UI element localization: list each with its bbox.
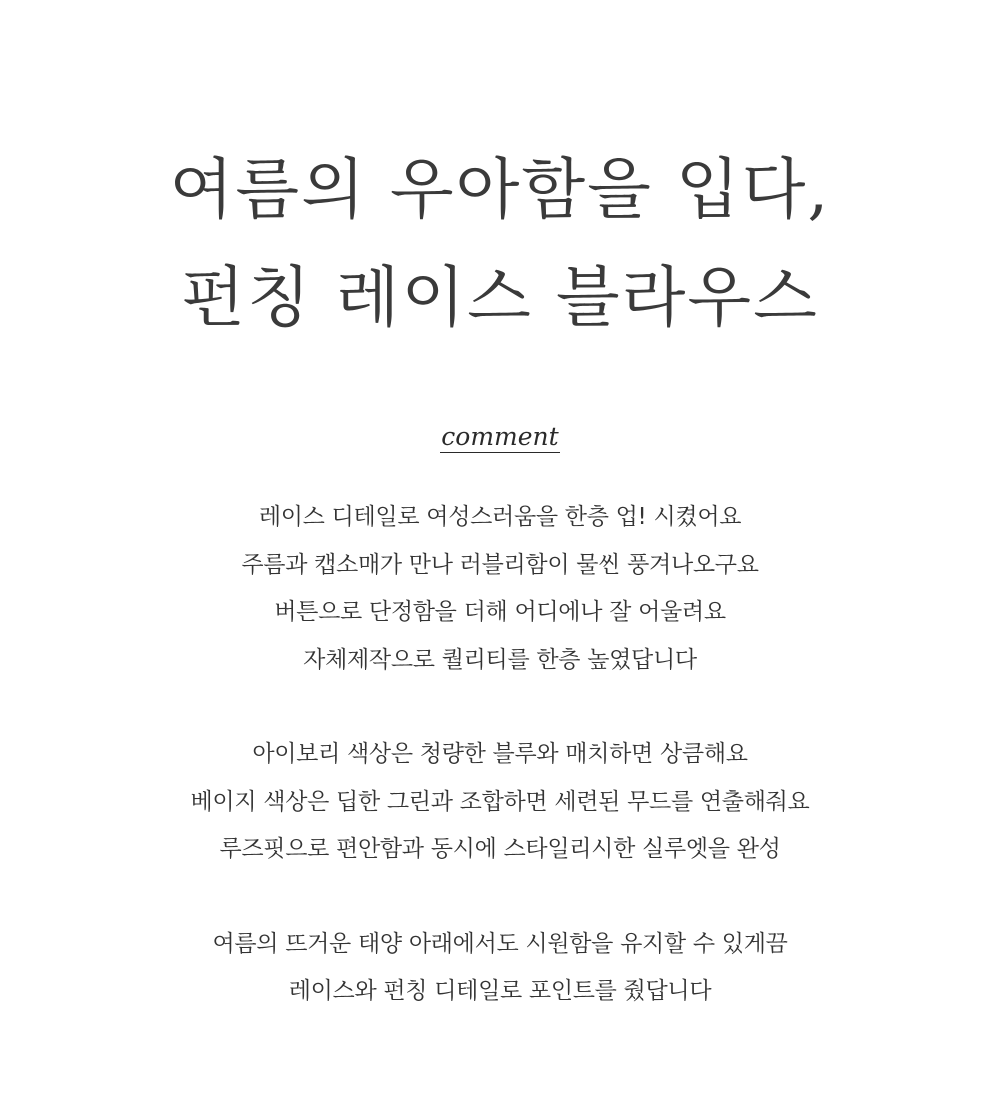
headline-line-1: 여름의 우아함을 입다,	[169, 151, 831, 228]
paragraph-line: 베이지 색상은 딥한 그린과 조합하면 세련된 무드를 연출해줘요	[190, 788, 810, 815]
paragraph-line: 레이스와 펀칭 디테일로 포인트를 줬답니다	[288, 978, 712, 1004]
paragraph-line: 버튼으로 단정함을 더해 어디에나 잘 어울려요	[274, 599, 726, 625]
headline-line-2: 펀칭 레이스 블라우스	[181, 259, 819, 336]
paragraph-line: 아이보리 색상은 청량한 블루와 매치하면 상큼해요	[252, 741, 748, 767]
comment-label	[0, 420, 1000, 454]
paragraph-3	[0, 921, 1000, 1016]
paragraph-line: 자체제작으로 퀄리티를 한층 높였답니다	[303, 646, 697, 673]
paragraph-line: 여름의 뜨거운 태양 아래에서도 시원함을 유지할 수 있게끔	[212, 930, 788, 957]
paragraph-line: 주름과 캡소매가 만나 러블리함이 물씬 풍겨나오구요	[241, 551, 759, 578]
comment-body	[0, 494, 1000, 1016]
headline	[0, 136, 1000, 352]
comment-label-text: comment	[441, 422, 559, 451]
paragraph-line: 레이스 디테일로 여성스러움을 한층 업! 시켰어요	[258, 504, 742, 530]
paragraph-2	[0, 731, 1000, 874]
paragraph-1	[0, 494, 1000, 684]
paragraph-line: 루즈핏으로 편안함과 동시에 스타일리시한 실루엣을 완성	[219, 836, 781, 862]
